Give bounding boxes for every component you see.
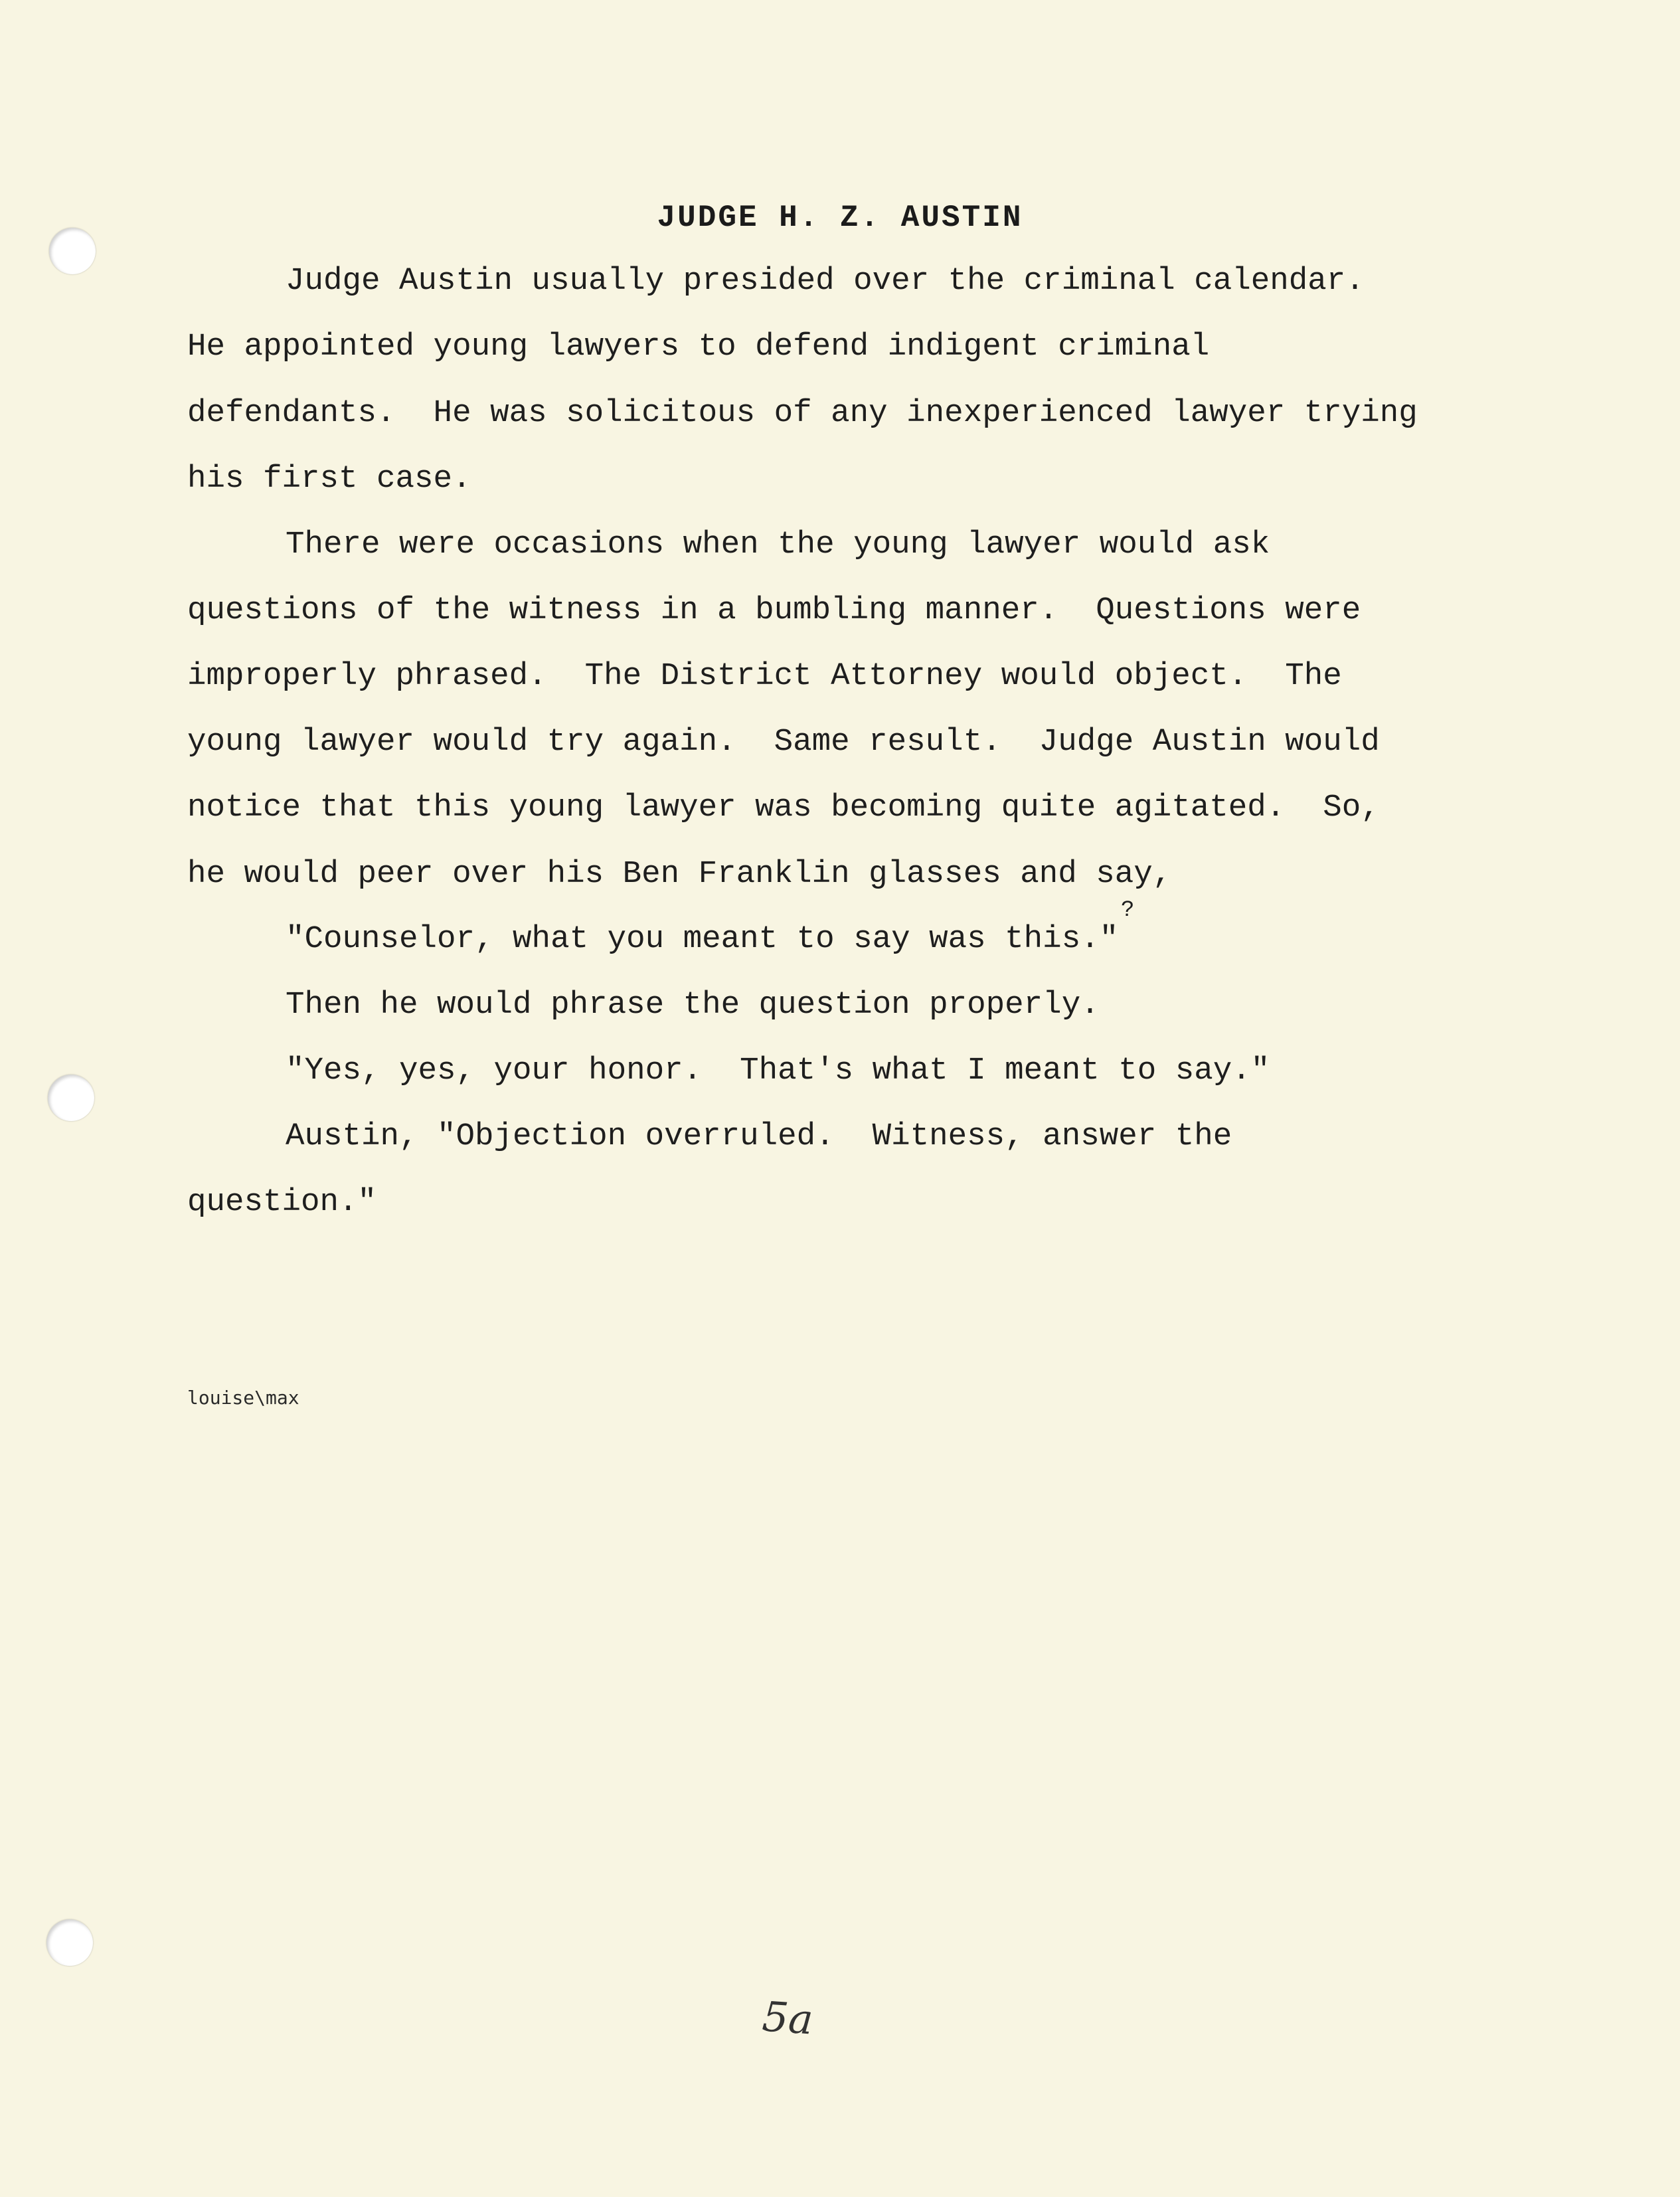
text-line: He appointed young lawyers to defend indigent criminal <box>187 329 1210 365</box>
text-line: question." <box>187 1184 377 1220</box>
text-line: improperly phrased. The District Attorney would object. The <box>187 658 1342 694</box>
text-line: Austin, "Objection overruled. Witness, answer the <box>286 1118 1232 1154</box>
author-signoff: louise\max <box>187 1387 299 1409</box>
punch-hole <box>48 1075 94 1121</box>
document-title: JUDGE H. Z. AUSTIN <box>657 201 1023 235</box>
text-line: Then he would phrase the question properly. <box>286 987 1100 1023</box>
text-line: "Yes, yes, your honor. That's what I meant to say." <box>286 1053 1270 1089</box>
handwritten-question-mark: ? <box>1121 898 1135 923</box>
punch-hole <box>46 1919 93 1966</box>
text-line: defendants. He was solicitous of any inexperienced lawyer trying <box>187 395 1418 431</box>
text-line: Judge Austin usually presided over the criminal calendar. <box>286 263 1365 299</box>
text-line: "Counselor, what you meant to say was this." <box>286 921 1119 957</box>
text-line: notice that this young lawyer was becoming quite agitated. So, <box>187 790 1380 826</box>
text-line: his first case. <box>187 461 471 497</box>
text-line: There were occasions when the young lawyer would ask <box>286 527 1270 563</box>
text-line: he would peer over his Ben Franklin glasses and say, <box>187 856 1172 892</box>
text-line: young lawyer would try again. Same result. Judge Austin would <box>187 724 1380 760</box>
handwritten-page-number: 5a <box>760 1992 815 2044</box>
text-line: questions of the witness in a bumbling manner. Questions were <box>187 592 1361 628</box>
